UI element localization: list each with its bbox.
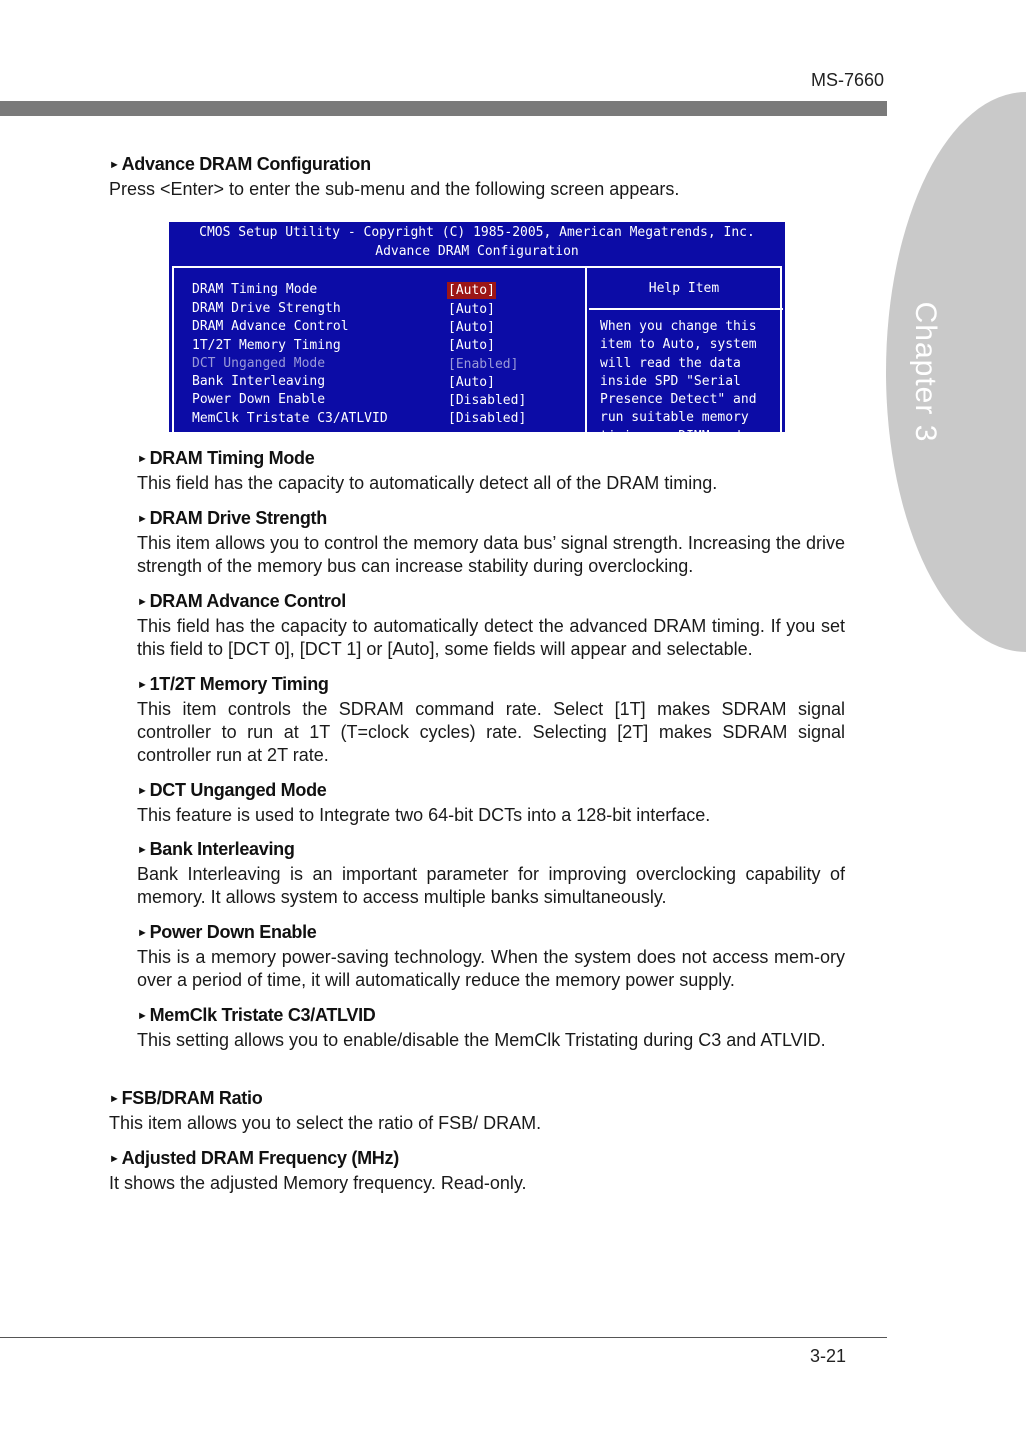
- triangle-bullet-icon: ►: [109, 1093, 120, 1105]
- chapter-label: Chapter 3: [909, 301, 942, 443]
- triangle-bullet-icon: ►: [137, 785, 148, 797]
- section-heading: ► DRAM Drive Strength: [137, 508, 327, 528]
- section-dct-unganged-mode: [137, 777, 845, 827]
- section-body: This item allows you to select the ratio of FSB/ DRAM.: [109, 1113, 542, 1133]
- bios-divider: [585, 266, 587, 446]
- section-dram-drive-strength: [137, 505, 845, 578]
- bios-item-label: 1T/2T Memory Timing: [192, 338, 341, 353]
- triangle-bullet-icon: ►: [137, 844, 148, 856]
- section-power-down-enable: [137, 919, 845, 992]
- intro-section: [109, 151, 849, 201]
- bios-help-title: Help Item: [648, 281, 720, 296]
- section-heading: ► DRAM Timing Mode: [137, 448, 315, 468]
- triangle-bullet-icon: ►: [137, 596, 148, 608]
- section-body: This feature is used to Integrate two 64-bit DCTs into a 128-bit interface.: [137, 805, 711, 825]
- section-heading: ► MemClk Tristate C3/ATLVID: [137, 1005, 376, 1025]
- section-1t-2t-memory-timing: [137, 671, 845, 767]
- bios-item-value[interactable]: [Disabled]: [448, 393, 527, 408]
- chapter-tab: [886, 92, 1026, 652]
- section-body: This is a memory power-saving technology. When the system does not access mem-ory over a period of time, it will automatically reduce the memory power supply.: [137, 947, 845, 990]
- triangle-bullet-icon: ►: [109, 159, 120, 171]
- section-heading: ► 1T/2T Memory Timing: [137, 674, 329, 694]
- section-body: Press <Enter> to enter the sub-menu and the following screen appears.: [109, 179, 680, 199]
- section-memclk-tristate: [137, 1002, 845, 1052]
- triangle-bullet-icon: ►: [137, 679, 148, 691]
- page-number: 3-21: [809, 1346, 846, 1366]
- bios-item-value[interactable]: [Auto]: [448, 283, 495, 298]
- footer-rule: [0, 1337, 887, 1338]
- bios-item-value[interactable]: [Disabled]: [448, 411, 527, 426]
- bios-item-label: DRAM Timing Mode: [192, 282, 318, 297]
- bios-item-label: DCT Unganged Mode: [192, 356, 326, 371]
- section-dram-timing-mode: [137, 445, 845, 495]
- bios-title: CMOS Setup Utility - Copyright (C) 1985-2005, American Megatrends, Inc.: [199, 225, 755, 240]
- section-heading: ► DCT Unganged Mode: [137, 780, 327, 800]
- section-body: This field has the capacity to automatically detect all of the DRAM timing.: [137, 473, 718, 493]
- triangle-bullet-icon: ►: [137, 1010, 148, 1022]
- bios-item-value[interactable]: [Auto]: [448, 320, 495, 335]
- bios-item-label: DRAM Drive Strength: [192, 301, 341, 316]
- bios-item-value[interactable]: [Auto]: [448, 338, 495, 353]
- model-number: MS-7660: [810, 70, 884, 90]
- section-adjusted-dram-frequency: [109, 1145, 849, 1195]
- triangle-bullet-icon: ►: [137, 453, 148, 465]
- header-bar: [0, 101, 887, 116]
- section-heading: ► Adjusted DRAM Frequency (MHz): [109, 1148, 399, 1168]
- bios-item-label: Power Down Enable: [192, 392, 326, 407]
- bios-item-value[interactable]: [Auto]: [448, 375, 495, 390]
- section-body: This item allows you to control the memory data bus’ signal strength. Increasing the drive strength of the memory bus can increase stability during overclocking.: [137, 533, 845, 576]
- triangle-bullet-icon: ►: [137, 513, 148, 525]
- section-body: It shows the adjusted Memory frequency. Read-only.: [109, 1173, 527, 1193]
- triangle-bullet-icon: ►: [109, 1153, 120, 1165]
- bios-screenshot: [169, 222, 785, 444]
- section-body: This field has the capacity to automatically detect the advanced DRAM timing. If you set this field to [DCT 0], [DCT 1] or [Auto], some fields will appear and selectable.: [137, 616, 845, 659]
- section-body: Bank Interleaving is an important parameter for improving overclocking capability of memory. It allows system to access multiple banks simultaneously.: [137, 864, 845, 907]
- triangle-bullet-icon: ►: [137, 927, 148, 939]
- section-fsb-dram-ratio: [109, 1085, 849, 1135]
- bios-help-separator: [589, 308, 783, 310]
- section-bank-interleaving: [137, 836, 845, 909]
- section-body: This item controls the SDRAM command rate. Select [1T] makes SDRAM signal controller to run at 1T (T=clock cycles) rate. Selecting [2T] makes SDRAM signal controller run at 2T rate.: [137, 699, 845, 765]
- section-body: This setting allows you to enable/disable the MemClk Tristating during C3 and ATLVID.: [137, 1030, 826, 1050]
- section-dram-advance-control: [137, 588, 845, 661]
- section-heading: ► Power Down Enable: [137, 922, 317, 942]
- section-heading: ► Advance DRAM Configuration: [109, 154, 371, 174]
- bios-item-value[interactable]: [Auto]: [448, 302, 495, 317]
- bios-item-label: Bank Interleaving: [192, 374, 326, 389]
- bios-item-value: [Enabled]: [448, 357, 519, 372]
- bios-item-label: MemClk Tristate C3/ATLVID: [192, 411, 388, 426]
- bios-help-text: When you change this item to Auto, system will read the data inside SPD "Serial Presence Detect" and run suitable memory timing on DIMM and: [600, 319, 757, 444]
- section-heading: ► FSB/DRAM Ratio: [109, 1088, 263, 1108]
- section-heading: ► DRAM Advance Control: [137, 591, 346, 611]
- bios-subtitle: Advance DRAM Configuration: [375, 244, 579, 259]
- bios-item-label: DRAM Advance Control: [192, 319, 349, 334]
- section-heading: ► Bank Interleaving: [137, 839, 295, 859]
